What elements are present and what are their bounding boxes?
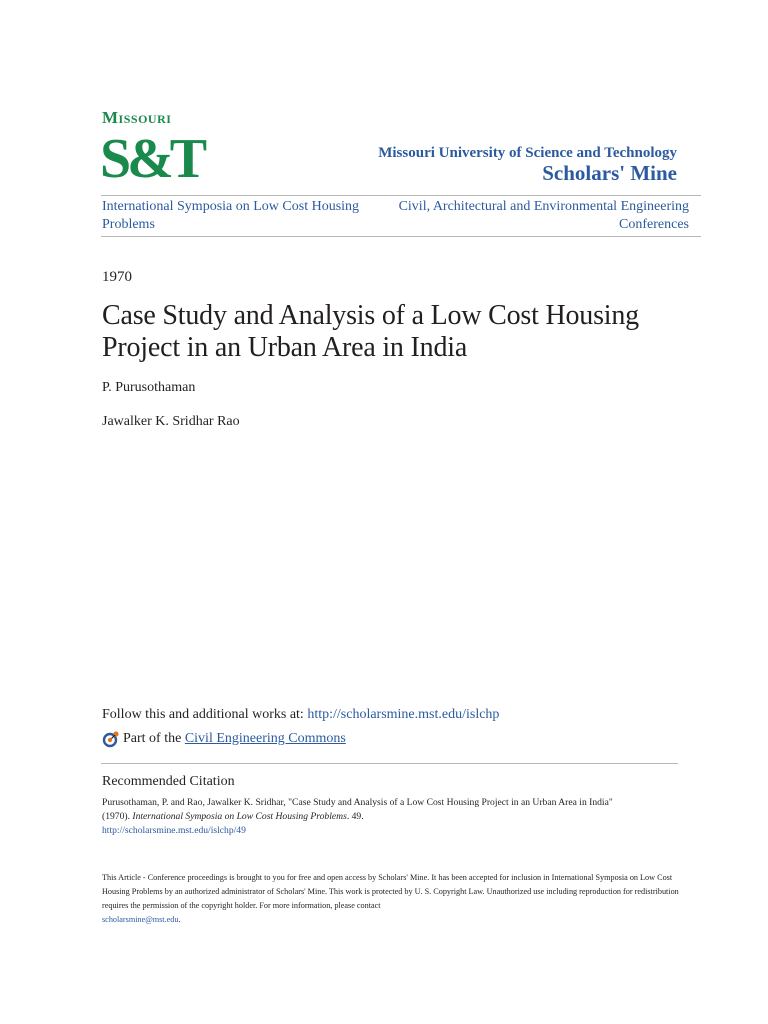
repository-name[interactable]: Scholars' Mine <box>542 161 677 185</box>
article-year: 1970 <box>102 269 132 285</box>
collection-link-right[interactable]: Civil, Architectural and Environmental Engineering Conferences <box>398 199 689 232</box>
part-of-line <box>102 730 346 748</box>
citation-line-1: Purusothaman, P. and Rao, Jawalker K. Sridhar, "Case Study and Analysis of a Low Cost Housing Project in an Urban Area in India" <box>102 797 613 808</box>
follow-line <box>102 707 499 723</box>
divider-top <box>101 195 701 196</box>
citation-line-2 <box>102 810 682 824</box>
st-logo <box>100 127 204 190</box>
follow-url-link[interactable]: http://scholarsmine.mst.edu/islchp <box>307 707 500 722</box>
network-commons-icon <box>102 730 120 748</box>
footer-email-link[interactable]: scholarsmine@mst.edu <box>102 915 179 924</box>
logo-main-text: S&T <box>100 128 204 190</box>
part-of-label: Part of the <box>123 731 182 746</box>
recommended-citation-heading: Recommended Citation <box>102 774 235 789</box>
citation-block <box>102 796 682 838</box>
footer-notice <box>102 871 682 927</box>
follow-label: Follow this and additional works at: <box>102 707 304 722</box>
footer-email-suffix: . <box>178 915 181 924</box>
divider-collections <box>101 236 701 237</box>
logo-missouri-text: Missouri <box>102 108 172 127</box>
citation-year: (1970). <box>102 811 133 822</box>
civil-engineering-commons-link[interactable]: Civil Engineering Commons <box>184 731 346 746</box>
author-2: Jawalker K. Sridhar Rao <box>102 414 240 429</box>
article-title: Case Study and Analysis of a Low Cost Housing Project in an Urban Area in India <box>102 300 639 363</box>
collection-link-left[interactable]: International Symposia on Low Cost Housing Problems <box>102 199 360 232</box>
institution-name[interactable]: Missouri University of Science and Technology <box>378 145 677 161</box>
citation-url-link[interactable]: http://scholarsmine.mst.edu/islchp/49 <box>102 825 246 836</box>
citation-journal: International Symposia on Low Cost Housing Problems <box>132 811 347 822</box>
author-1: P. Purusothaman <box>102 380 196 395</box>
citation-number: . 49. <box>346 811 364 822</box>
footer-text: This Article - Conference proceedings is brought to you for free and open access by Scholars' Mine. It has been accepted for inclusion in International Symposia on Low Cost Housing Problems by an authorized administrator of Scholars' Mine. This work is protected by U. S. Copyright Law. Unauthorized use including reproduction for redistribution requires the permission of the copyright holder. For more information, please contact <box>102 873 679 910</box>
divider-citation <box>101 763 678 764</box>
